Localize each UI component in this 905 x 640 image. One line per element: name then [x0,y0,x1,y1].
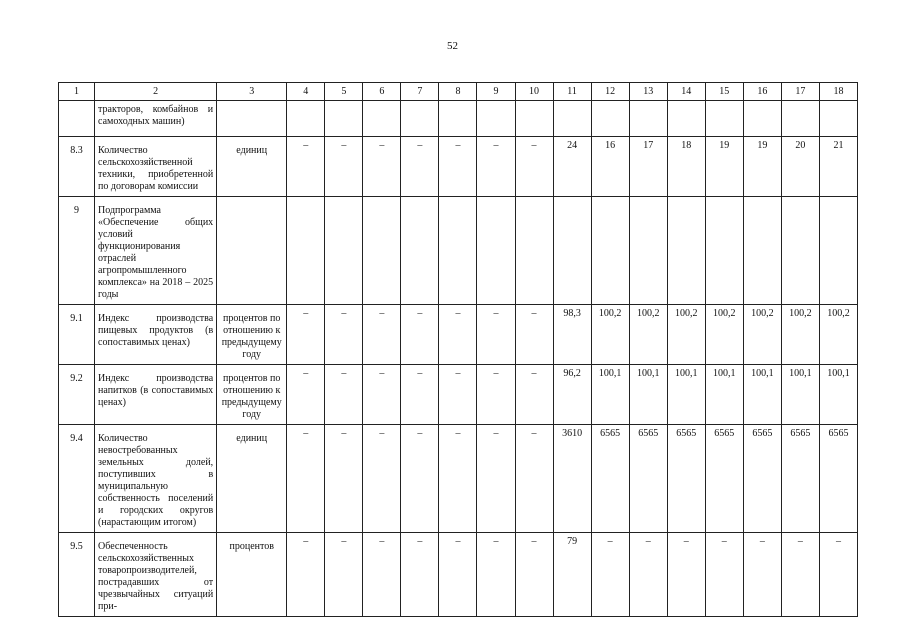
value-cell: – [667,533,705,617]
value-cell: 18 [667,137,705,197]
unit-cell [217,101,287,137]
unit-cell: процентов по отношению к предыдущему году [217,365,287,425]
value-cell [667,101,705,137]
value-cell: – [401,533,439,617]
value-cell: 6565 [705,425,743,533]
value-cell: – [363,305,401,365]
value-cell [743,101,781,137]
header-cell: 12 [591,83,629,101]
value-cell [287,197,325,305]
value-cell: 100,1 [705,365,743,425]
indicator-name-cell: Обеспеченность сельскохозяйственных товаропроизводителей, пострадавших от чрезвычайных ситуаций при- [95,533,217,617]
value-cell: – [591,533,629,617]
unit-cell [217,197,287,305]
value-cell [287,101,325,137]
value-cell: – [705,533,743,617]
header-cell: 6 [363,83,401,101]
page-number: 52 [447,40,458,52]
value-cell [629,197,667,305]
value-cell [591,197,629,305]
value-cell: – [743,533,781,617]
value-cell: – [325,425,363,533]
indicator-name-cell: Подпрограмма «Обеспечение общих условий функционирования отраслей агропромышленного комплекса» на 2018 – 2025 годы [95,197,217,305]
value-cell [401,101,439,137]
value-cell [325,101,363,137]
row-number-cell: 9.2 [59,365,95,425]
header-cell: 18 [819,83,857,101]
value-cell: 6565 [629,425,667,533]
indicator-name-cell: Количество сельскохозяйственной техники, приобретенной по договорам комиссии [95,137,217,197]
value-cell: – [363,425,401,533]
value-cell [781,197,819,305]
value-cell: – [401,365,439,425]
value-cell [553,101,591,137]
value-cell: 21 [819,137,857,197]
value-cell [363,197,401,305]
value-cell [363,101,401,137]
value-cell: – [477,365,515,425]
value-cell: – [439,137,477,197]
value-cell: 100,1 [667,365,705,425]
table-header-row [59,83,858,101]
header-cell: 15 [705,83,743,101]
value-cell: 100,1 [743,365,781,425]
value-cell [781,101,819,137]
unit-cell: единиц [217,137,287,197]
value-cell: – [477,137,515,197]
value-cell [819,101,857,137]
value-cell: – [515,305,553,365]
value-cell [439,197,477,305]
row-number-cell [59,101,95,137]
indicator-name-cell: Количество невостребованных земельных долей, поступивших в муниципальную собственность поселений и городских округов (нарастающим итогом) [95,425,217,533]
value-cell [401,197,439,305]
row-number-cell: 9.4 [59,425,95,533]
header-cell: 13 [629,83,667,101]
value-cell: – [287,137,325,197]
value-cell: 6565 [819,425,857,533]
header-cell: 7 [401,83,439,101]
value-cell [743,197,781,305]
value-cell: 100,2 [629,305,667,365]
indicator-name-cell: Индекс производства пищевых продуктов (в сопоставимых ценах) [95,305,217,365]
value-cell: 100,2 [743,305,781,365]
value-cell: 100,1 [591,365,629,425]
value-cell [629,101,667,137]
value-cell [439,101,477,137]
value-cell: – [477,425,515,533]
value-cell [705,197,743,305]
value-cell: 16 [591,137,629,197]
value-cell: 19 [743,137,781,197]
indicators-table [58,82,858,617]
value-cell: 79 [553,533,591,617]
row-number-cell: 9 [59,197,95,305]
value-cell: – [363,533,401,617]
table-row [59,533,858,617]
header-cell: 11 [553,83,591,101]
value-cell: – [515,137,553,197]
header-cell: 4 [287,83,325,101]
value-cell [515,197,553,305]
value-cell: – [629,533,667,617]
value-cell: – [515,533,553,617]
table-row [59,101,858,137]
value-cell: – [287,305,325,365]
header-cell: 14 [667,83,705,101]
table-row [59,425,858,533]
header-cell: 8 [439,83,477,101]
header-cell: 17 [781,83,819,101]
value-cell: – [401,305,439,365]
unit-cell: единиц [217,425,287,533]
value-cell: – [325,533,363,617]
header-cell: 3 [217,83,287,101]
value-cell: – [363,137,401,197]
header-cell: 2 [95,83,217,101]
value-cell: – [819,533,857,617]
value-cell: 100,2 [667,305,705,365]
table-row [59,305,858,365]
value-cell [819,197,857,305]
header-cell: 5 [325,83,363,101]
value-cell: – [439,533,477,617]
value-cell: – [781,533,819,617]
value-cell: – [325,365,363,425]
value-cell: 6565 [591,425,629,533]
value-cell: 100,2 [591,305,629,365]
value-cell [515,101,553,137]
indicator-name-cell: тракторов, комбайнов и самоходных машин) [95,101,217,137]
row-number-cell: 8.3 [59,137,95,197]
value-cell: 96,2 [553,365,591,425]
value-cell: 20 [781,137,819,197]
value-cell: – [439,305,477,365]
unit-cell: процентов [217,533,287,617]
value-cell: 100,1 [629,365,667,425]
value-cell: – [439,425,477,533]
unit-cell: процентов по отношению к предыдущему году [217,305,287,365]
value-cell: – [363,365,401,425]
value-cell: 98,3 [553,305,591,365]
table-row [59,137,858,197]
value-cell: – [477,305,515,365]
value-cell [325,197,363,305]
header-cell: 1 [59,83,95,101]
value-cell: – [439,365,477,425]
value-cell: 17 [629,137,667,197]
row-number-cell: 9.5 [59,533,95,617]
value-cell: 3610 [553,425,591,533]
value-cell [477,197,515,305]
value-cell: 100,1 [781,365,819,425]
value-cell [667,197,705,305]
value-cell: – [401,137,439,197]
value-cell [591,101,629,137]
value-cell [553,197,591,305]
table-row [59,197,858,305]
value-cell: 100,2 [705,305,743,365]
row-number-cell: 9.1 [59,305,95,365]
value-cell: – [515,425,553,533]
value-cell: – [401,425,439,533]
value-cell [477,101,515,137]
value-cell: 100,1 [819,365,857,425]
indicator-name-cell: Индекс производства напитков (в сопоставимых ценах) [95,365,217,425]
header-cell: 16 [743,83,781,101]
value-cell: – [287,365,325,425]
value-cell [705,101,743,137]
value-cell: – [325,305,363,365]
value-cell: 6565 [781,425,819,533]
value-cell: – [287,425,325,533]
value-cell: 6565 [743,425,781,533]
value-cell: – [325,137,363,197]
header-cell: 10 [515,83,553,101]
value-cell: – [477,533,515,617]
value-cell: 100,2 [819,305,857,365]
value-cell: – [287,533,325,617]
value-cell: 100,2 [781,305,819,365]
value-cell: 6565 [667,425,705,533]
value-cell: 19 [705,137,743,197]
value-cell: 24 [553,137,591,197]
value-cell: – [515,365,553,425]
header-cell: 9 [477,83,515,101]
table-row [59,365,858,425]
